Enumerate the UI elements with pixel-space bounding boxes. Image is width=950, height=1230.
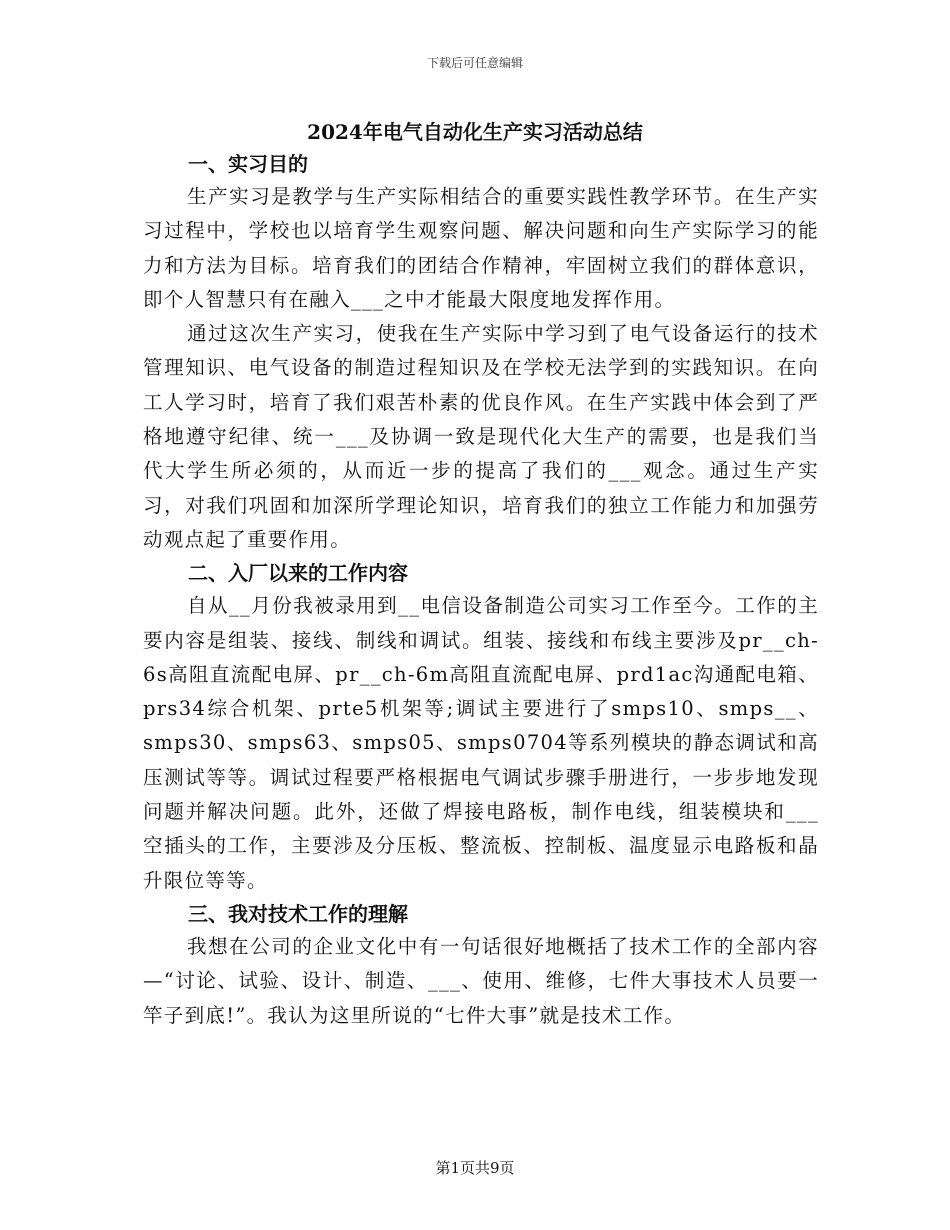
page-number: 第1页共9页: [435, 1159, 515, 1177]
section-work-content: [143, 557, 819, 898]
header-note: 下载后可任意编辑: [426, 56, 523, 70]
paragraph: 自从__月份我被录用到__电信设备制造公司实习工作至今。工作的主要内容是组装、接线、制线和调试。组装、接线和布线主要涉及pr__ch-6s高阻直流配电屏、pr__ch-6m高阻直流配电屏、prd1ac沟通配电箱、prs34综合机架、prte5机架等;调试主要进行了smps10、smps__、smps30、smps63、smps05、smps0704等系列模块的静态调试和高压测试等等。调试过程要严格根据电气调试步骤手册进行，一步步地发现问题并解决问题。此外，还做了焊接电路板，制作电线，组装模块和___空插头的工作，主要涉及分压板、整流板、控制板、温度显示电路板和晶升限位等等。: [143, 594, 819, 892]
section-purpose: [143, 148, 819, 557]
section-heading: 一、实习目的: [188, 152, 308, 176]
paragraph: 我想在公司的企业文化中有一句话很好地概括了技术工作的全部内容—“讨论、试验、设计、制造、___、使用、维修，七件大事技术人员要一竿子到底!”。我认为这里所说的“七件大事”就是技术工作。: [143, 934, 819, 1027]
paragraph: 通过这次生产实习，使我在生产实际中学习到了电气设备运行的技术管理知识、电气设备的制造过程知识及在学校无法学到的实践知识。在向工人学习时，培育了我们艰苦朴素的优良作风。在生产实践中体会到了严格地遵守纪律、统一___及协调一致是现代化大生产的需要，也是我们当代大学生所必须的，从而近一步的提高了我们的___观念。通过生产实习，对我们巩固和加深所学理论知识，培育我们的独立工作能力和加强劳动观点起了重要作用。: [143, 322, 819, 551]
document-body: [143, 148, 819, 1033]
section-heading: 二、入厂以来的工作内容: [188, 561, 408, 586]
document-title: 2024年电气自动化生产实习活动总结: [307, 120, 643, 144]
paragraph: 生产实习是教学与生产实际相结合的重要实践性教学环节。在生产实习过程中，学校也以培育学生观察问题、解决问题和向生产实际学习的能力和方法为目标。培育我们的团结合作精神，牢固树立我们的群体意识，即个人智慧只有在融入___之中才能最大限度地发挥作用。: [143, 185, 819, 311]
section-understanding: [143, 898, 819, 1033]
section-heading: 三、我对技术工作的理解: [188, 901, 408, 926]
